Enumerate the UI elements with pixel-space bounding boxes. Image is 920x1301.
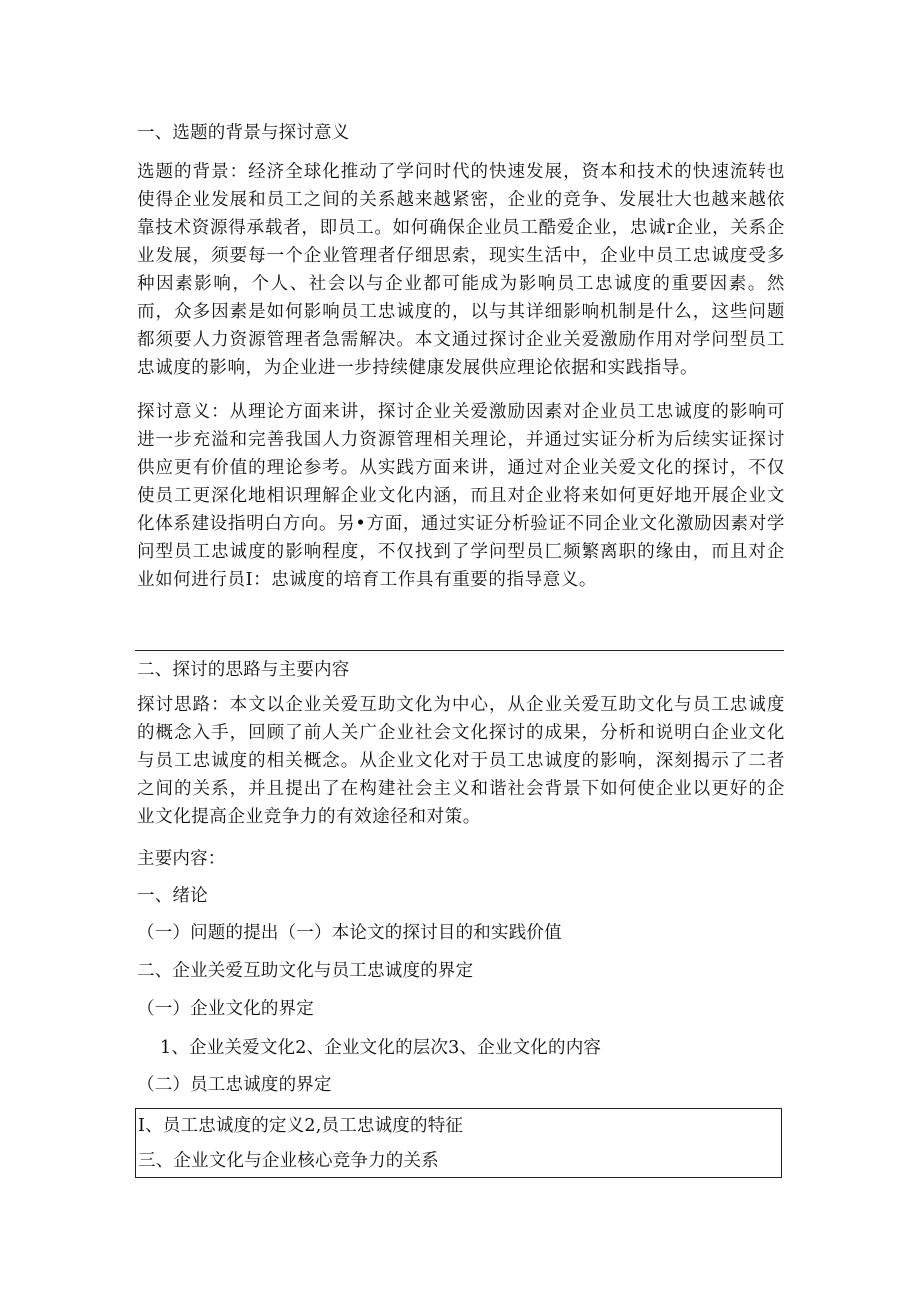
boxed-row: I、员工忠诚度的定义2,员工忠诚度的特征 xyxy=(138,1116,464,1136)
outline-item: （一）企业文化的界定 xyxy=(137,999,314,1019)
outline-item: （二）员工忠诚度的界定 xyxy=(137,1075,332,1095)
outline-title: 主要内容： xyxy=(137,849,226,869)
section-heading-approach: 二、探讨的思路与主要内容 xyxy=(137,660,350,680)
section-divider xyxy=(135,650,784,651)
outline-item: 1、企业关爱文化2、企业文化的层次3、企业文化的内容 xyxy=(160,1038,602,1058)
section-heading-background: 一、选题的背景与探讨意义 xyxy=(137,123,350,143)
outline-boxed-table xyxy=(135,1108,782,1178)
outline-item: 一、绪论 xyxy=(137,886,208,906)
outline-item: （一）问题的提出（一）本论文的探讨目的和实践价值 xyxy=(137,923,562,943)
approach-paragraph: 探讨思路：本文以企业关爱互助文化为中心，从企业关爱互助文化与员工忠诚度的概念入手，回顾了前人关广企业社会文化探讨的成果，分析和说明白企业文化与员工忠诚度的相关概念。从企业文化对于员工忠诚度的影响，深刻揭示了二者之间的关系，并且提出了在构建社会主义和谐社会背景下如何使企业以更好的企业文化提高企业竞争力的有效途径和对策。 xyxy=(137,695,785,827)
background-paragraph: 选题的背景：经济全球化推动了学问时代的快速发展，资本和技术的快速流转也使得企业发展和员工之间的关系越来越紧密，企业的竞争、发展壮大也越来越依靠技术资源得承载者，即员工。如何确保企业员工酷爱企业，忠诚r企业，关系企业发展，须要每一个企业管理者仔细思索，现实生活中，企业中员工忠诚度受多种因素影响，个人、社会以与企业都可能成为影响员工忠诚度的重要因素。然而，众多因素是如何影响员工忠诚度的，以与其详细影响机制是什么，这些问题都须要人力资源管理者急需解决。本文通过探讨企业关爱激励作用对学问型员工忠诚度的影响，为企业进一步持续健康发展供应理论依据和实践指导。 xyxy=(137,162,785,378)
outline-item: 二、企业关爱互助文化与员工忠诚度的界定 xyxy=(137,961,474,981)
boxed-row: 三、企业文化与企业核心竞争力的关系 xyxy=(138,1151,439,1171)
significance-paragraph: 探讨意义：从理论方面来讲，探讨企业关爱激励因素对企业员工忠诚度的影响可进一步充溢和完善我国人力资源管理相关理论，并通过实证分析为后续实证探讨供应更有价值的理论参考。从实践方面来讲，通过对企业关爱文化的探讨，不仅使员工更深化地相识理解企业文化内涵，而且对企业将来如何更好地开展企业文化体系建设指明白方向。另•方面，通过实证分析验证不同企业文化激励因素对学问型员工忠诚度的影响程度，不仅找到了学问型员匚频繁离职的缘由，而且对企业如何进行员I：忠诚度的培育工作具有重要的指导意义。 xyxy=(137,402,785,590)
